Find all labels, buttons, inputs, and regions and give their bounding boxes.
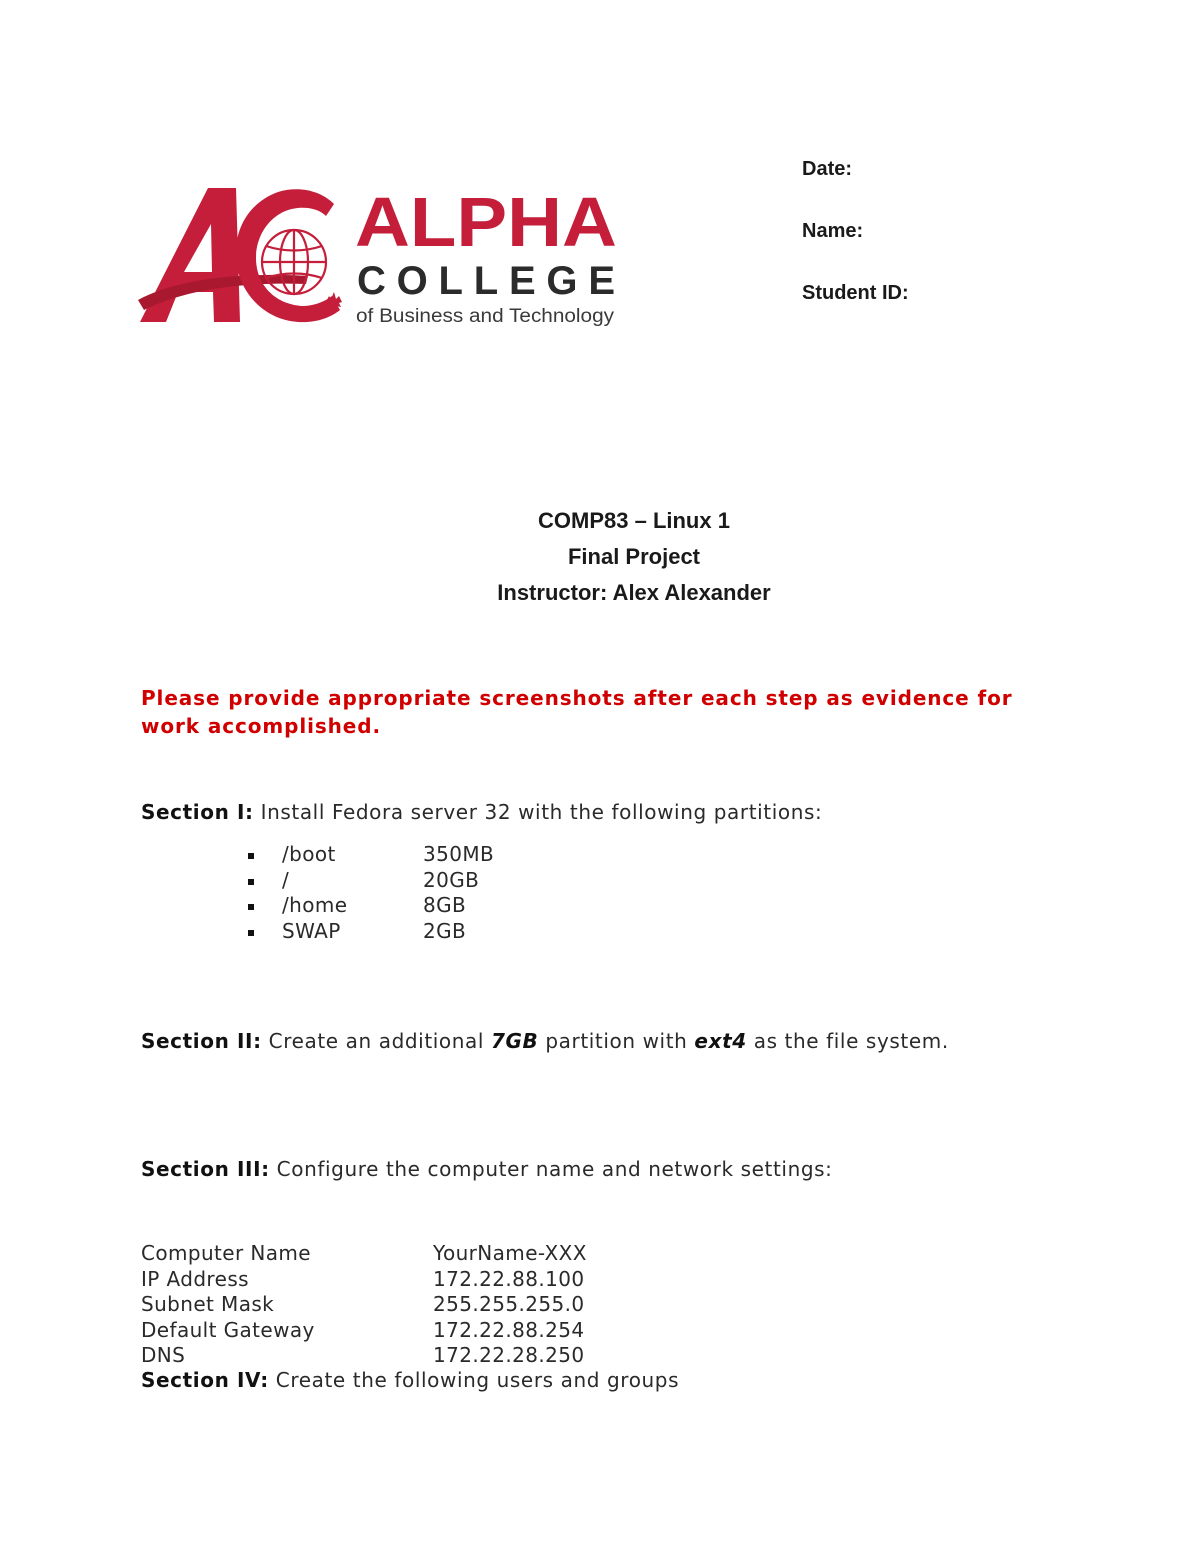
file-system-value: ext4 xyxy=(694,1029,747,1053)
partition-name: /home xyxy=(282,893,348,917)
setting-key: Default Gateway xyxy=(141,1317,315,1342)
section-1-heading: Section I: xyxy=(141,800,254,824)
section-2-text-a: Create an additional xyxy=(261,1029,492,1053)
section-3-text: Configure the computer name and network settings: xyxy=(269,1157,833,1181)
partition-size: 20GB xyxy=(423,867,480,892)
partition-size: 2GB xyxy=(423,918,467,943)
partition-size: 350MB xyxy=(423,842,495,866)
setting-value: 172.22.88.254 xyxy=(433,1317,585,1342)
section-4-text: Create the following users and groups xyxy=(268,1368,680,1392)
college-logo xyxy=(138,180,628,330)
bullet-icon xyxy=(248,930,254,936)
partition-size-value: 7GB xyxy=(491,1029,539,1053)
logo-line-business: of Business and Technology xyxy=(356,306,615,327)
section-3-heading: Section III: xyxy=(141,1157,270,1181)
setting-value: 255.255.255.0 xyxy=(433,1292,585,1316)
name-label: Name: xyxy=(802,220,864,242)
setting-key: Computer Name xyxy=(141,1241,311,1265)
section-4 xyxy=(141,1368,679,1392)
partition-size: 8GB xyxy=(423,893,467,917)
section-2-heading: Section II: xyxy=(141,1029,262,1053)
table-row xyxy=(141,1318,741,1344)
screenshot-notice: Please provide appropriate screenshots after each step as evidence for work accomplished. xyxy=(141,686,1013,738)
instructor-line: Instructor: Alex Alexander xyxy=(497,580,771,605)
table-row xyxy=(141,1292,741,1318)
logo-line-college: COLLEGE xyxy=(357,259,615,303)
student-id-label: Student ID: xyxy=(802,282,909,304)
setting-value: 172.22.88.100 xyxy=(433,1266,585,1291)
section-2-text-c: as the file system. xyxy=(746,1029,949,1053)
section-1-text: Install Fedora server 32 with the following partitions: xyxy=(253,800,823,824)
setting-key: Subnet Mask xyxy=(141,1292,275,1316)
setting-value: YourName-XXX xyxy=(433,1241,587,1265)
bullet-icon xyxy=(248,879,254,885)
table-row xyxy=(141,1343,741,1369)
bullet-icon xyxy=(248,853,254,859)
section-2 xyxy=(141,1029,949,1053)
section-3 xyxy=(141,1157,833,1181)
table-row xyxy=(141,1241,741,1267)
section-4-heading: Section IV: xyxy=(141,1368,269,1392)
partition-name: /boot xyxy=(282,842,336,866)
date-label: Date: xyxy=(802,158,853,180)
bullet-icon xyxy=(248,904,254,910)
setting-value: 172.22.28.250 xyxy=(433,1343,585,1367)
section-1 xyxy=(141,800,822,824)
project-title: Final Project xyxy=(567,544,701,569)
network-settings-table xyxy=(141,1241,741,1369)
course-title: COMP83 – Linux 1 xyxy=(538,508,730,533)
logo-line-alpha: ALPHA xyxy=(355,183,617,261)
setting-key: DNS xyxy=(141,1343,186,1367)
table-row xyxy=(141,1267,741,1293)
partition-name: / xyxy=(282,867,290,892)
partition-name: SWAP xyxy=(282,918,341,943)
setting-key: IP Address xyxy=(141,1266,249,1291)
section-2-text-b: partition with xyxy=(538,1029,695,1053)
globe-icon xyxy=(262,230,326,294)
